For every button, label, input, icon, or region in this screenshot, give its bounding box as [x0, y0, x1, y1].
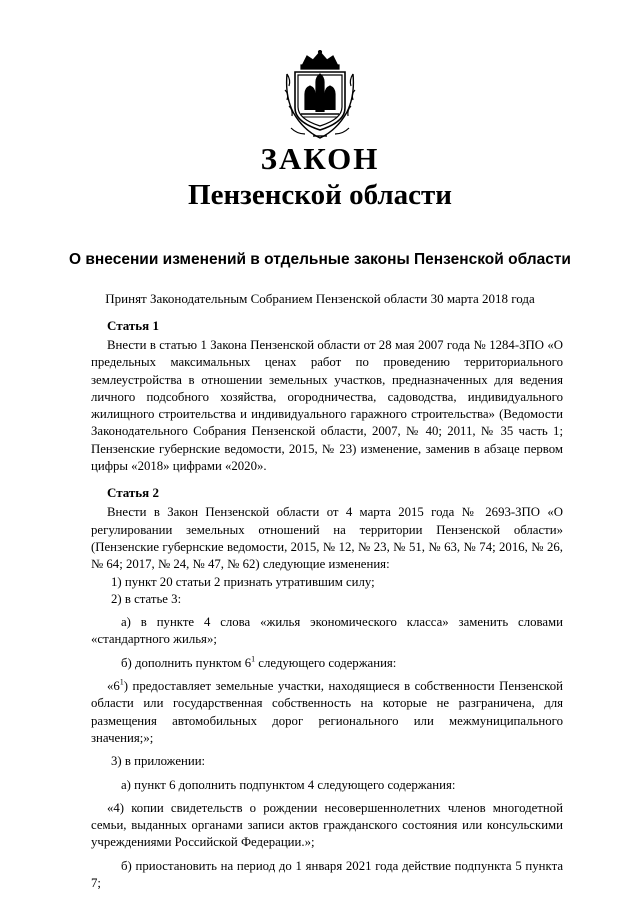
article-2-item-1: 1) пункт 20 статьи 2 признать утратившим силу; [111, 574, 375, 589]
article-2-item-2b [91, 655, 563, 672]
quote-6-1-superscript: 1 [119, 677, 124, 687]
item-2b-suffix: следующего содержания: [255, 655, 397, 670]
article-1-heading: Статья 1 [107, 318, 159, 333]
law-body [91, 315, 563, 892]
document-title: ЗАКОН [260, 141, 380, 176]
article-2-item-2: 2) в статье 3: [111, 591, 182, 606]
article-2-quote-4: «4) копии свидетельств о рождении несовершеннолетних членов многодетной семьи, выданных органами записи актов гражданского состояния или консульскими учреждениями Российской Федерации.»; [91, 800, 563, 850]
article-2-item-3b: б) приостановить на период до 1 января 2021 года действие подпункта 5 пункта 7; [91, 858, 563, 891]
law-subtitle: О внесении изменений в отдельные законы Пензенской области [69, 251, 571, 268]
article-2-heading: Статья 2 [107, 485, 159, 501]
article-2-intro: Внести в Закон Пензенской области от 4 марта 2015 года № 2693-ЗПО «О регулировании земельных отношений на территории Пензенской области» (Пензенские губернские ведомости, 2015, № 12, № 23, № 51, № 63, № 74; 2016, № 26, № 64; 2017, № 24, № 47, № 62) следующие изменения: [91, 505, 563, 572]
region-title: Пензенской области [188, 179, 452, 211]
article-2-quote-6-1 [91, 678, 563, 747]
article-1-text: Внести в статью 1 Закона Пензенской области от 28 мая 2007 года № 1284-ЗПО «О предельных максимальных ценах работ по проведению территориального землеустройства в отношении земельных участков, предназначенных для ведения личного подсобного хозяйства, огородничества, садоводства, индивидуального жилищного строительства и индивидуального гаражного строительства» (Ведомости Законодательного Собрания Пензенской области, 2007, № 40; 2011, № 35 часть 1; Пензенские губернские ведомости, 2015, № 23) изменение, заменив в абзаце первом цифры «2018» цифрами «2020». [91, 338, 563, 474]
quote-6-1-prefix: «6 [107, 679, 120, 694]
article-2-item-2a: а) в пункте 4 слова «жилья экономического класса» заменить словами «стандартного жилья»; [91, 615, 563, 647]
coat-of-arms-icon [283, 50, 357, 140]
item-2b-prefix: б) дополнить пунктом 6 [121, 655, 252, 670]
article-2-item-3: 3) в приложении: [111, 754, 206, 769]
article-2-item-3a: а) пункт 6 дополнить подпунктом 4 следующего содержания: [121, 777, 456, 792]
item-2b-superscript: 1 [251, 654, 256, 664]
quote-6-1-text: ) предоставляет земельные участки, находящиеся в собственности Пензенской области или государственная собственность на которые не разграничена, для размещения автомобильных дорог регионального или межмуниципального значения;»; [91, 679, 563, 745]
adoption-statement: Принят Законодательным Собранием Пензенской области 30 марта 2018 года [105, 291, 535, 306]
